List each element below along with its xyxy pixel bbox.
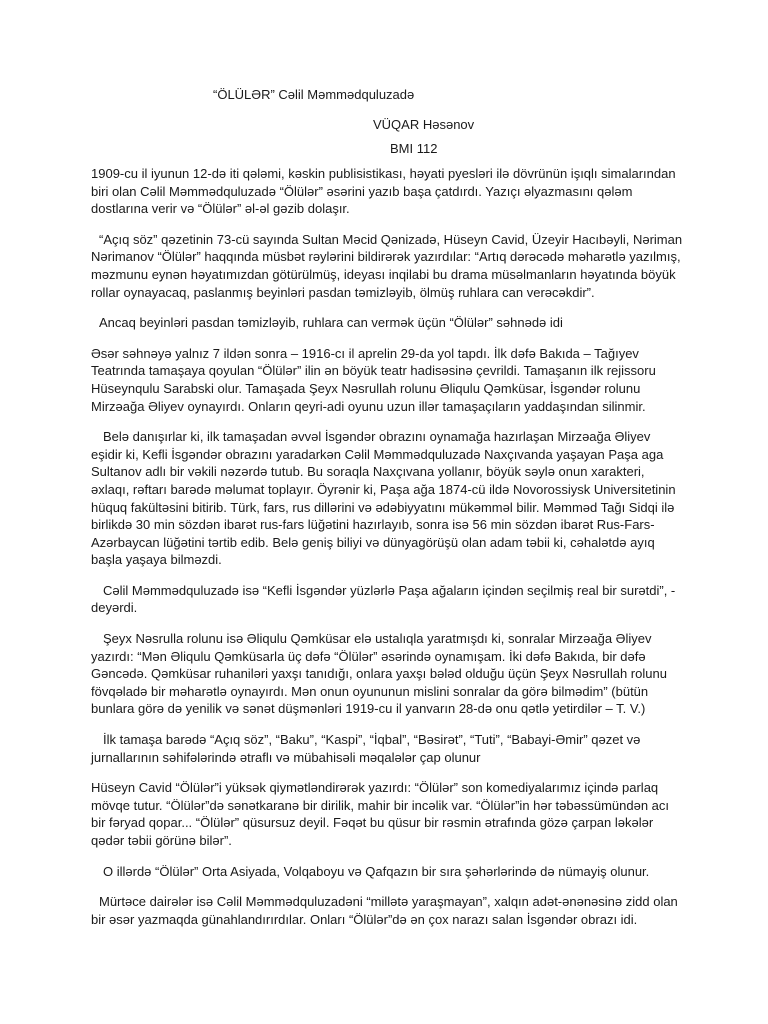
paragraph: O illərdə “Ölülər” Orta Asiyada, Volqaboyu və Qafqazın bir sıra şəhərlərində də nümayiş olunur. [103, 863, 650, 879]
paragraph: Şeyx Nəsrulla rolunu isə Əliqulu Qəmküsar elə ustalıqla yaratmışdı ki, sonralar Mirzəağa Əliyev yazırdı: “Mən Əliqulu Qəmküsarla üç dəfə “Ölülər” əsərində oynamışam. İki dəfə Bakıda, bir dəfə Gəncədə. Qəmküsar ruhaniləri yaxşı tanıdığı, onlara yaxşı bələd olduğu üçün Şeyx Nəsrullah rolunu fövqəladə bir məharətlə oynayırdı. Mən onun oyununun mislini sonralar da görə bilmədim” (bütün bunlara görə də yenilik və sənət düşmənləri 1919-cu il yanvarın 28-də onu qətlə yetirdilər – T. V.) [91, 631, 667, 717]
document-body [91, 165, 683, 941]
author-name: VÜQAR Həsənov [373, 117, 475, 132]
paragraph: Cəlil Məmmədquluzadə isə “Kefli İsgəndər yüzlərlə Paşa ağaların içindən seçilmiş real bir surətdi”, - deyərdi. [91, 582, 676, 616]
paragraph: “Açıq söz” qəzetinin 73-cü sayında Sultan Məcid Qənizadə, Hüseyn Cavid, Üzeyir Hacıbəyli, Nəriman Nərimanov “Ölülər” haqqında müsbət rəylərini bildirərək yazırdılar: “Artıq dərəcədə məharətlə yazılmış, məzmunu eynən həyatımızdan götürülmüş, ideyası inqilabi bu drama müsəlmanların həyatında böyük rollar oynayacaq, paslanmış beyinləri pasdan təmizləyib, ölmüş ruhlara can verəcəkdir”. [91, 231, 683, 300]
paragraph: Ancaq beyinləri pasdan təmizləyib, ruhlara can vermək üçün “Ölülər” səhnədə idi [99, 315, 563, 331]
student-group: BMI 112 [390, 141, 438, 156]
paragraph: Mürtəce dairələr isə Cəlil Məmmədquluzadəni “millətə yaraşmayan”, xalqın adət-ənənəsinə zidd olan bir əsər yazmaqda günahlandırırdılar. Onları “Ölülər”də ən çox narazı salan İsgəndər obrazı idi. [91, 894, 678, 927]
paragraph: İlk tamaşa barədə “Açıq söz”, “Baku”, “Kaspi”, “İqbal”, “Bəsirət”, “Tuti”, “Babayi-Əmir” qəzet və jurnallarının səhifələrində ətraflı və mübahisəli məqalələr çap olunur [91, 732, 641, 765]
paragraph: Belə danışırlar ki, ilk tamaşadan əvvəl İsgəndər obrazını oynamağa hazırlaşan Mirzəağa Əliyev eşidir ki, Kefli İsgəndər obrazını yaradarkən Cəlil Məmmədquluzadə Naxçıvanda yaşayan Paşa aga Sultanov adlı bir vəkili nəzərdə tutub. Bu soraqla Naxçıvana yollanır, böyük səylə onun xarakteri, əxlaqı, rəftarı barədə məlumat toplayır. Öyrənir ki, Paşa ağa 1874-cü ildə Novorossiysk Universitetinin hüquq fakültəsini bitirib. Türk, fars, rus dillərini və ədəbiyyatını mükəmməl bilir. Məmməd Tağı Sidqi ilə birlikdə 30 min sözdən ibarət rus-fars lüğətini hazırlayıb, sonra isə 56 min sözdən ibarət Rus-Fars-Azərbaycan lüğətini tərtib edib. Belə geniş biliyi və dünyagörüşü olan adam təbii ki, cəhalətdə ayıq başla yaşaya bilməzdi. [91, 429, 676, 568]
paragraph: 1909-cu il iyunun 12-də iti qələmi, kəskin publisistikası, həyati pyesləri ilə dövrünün işıqlı simalarından biri olan Cəlil Məmmədquluzadə “Ölülər” əsərini yazıb başa çatdırdı. Yazıçı əlyazmasını qələm dostlarına verir və “Ölülər” əl-əl gəzib dolaşır. [91, 166, 676, 217]
document-title: “ÖLÜLƏR” Cəlil Məmmədquluzadə [213, 87, 415, 102]
paragraph: Əsər səhnəyə yalnız 7 ildən sonra – 1916-cı il aprelin 29-da yol tapdı. İlk dəfə Bakıda – Tağıyev Teatrında tamaşaya qoyulan “Ölülər” ilin ən böyük teatr hadisəsinə çevrildi. Tamaşanın ilk rejissoru Hüseynqulu Sarabski olur. Tamaşada Şeyx Nəsrullah rolunu Əliqulu Qəmküsar, İsgəndər rolunu Mirzəağa Əliyev oynayırdı. Onların qeyri-adi oyunu uzun illər tamaşaçıların yaddaşından silinmir. [91, 345, 656, 414]
paragraph: Hüseyn Cavid “Ölülər”i yüksək qiymətləndirərək yazırdı: “Ölülər” son komediyalarımız içində parlaq mövqe tutur. “Ölülər”də sənətkaranə bir dirilik, mahir bir incəlik var. “Ölülər”in hər təbəssümündən acı bir fəryad qopar... “Ölülər” qüsursuz deyil. Fəqət bu qüsur bir rəsmin ətrafında gözə çarpan ləkələr qədər təbii görünə bilər”. [91, 780, 670, 848]
